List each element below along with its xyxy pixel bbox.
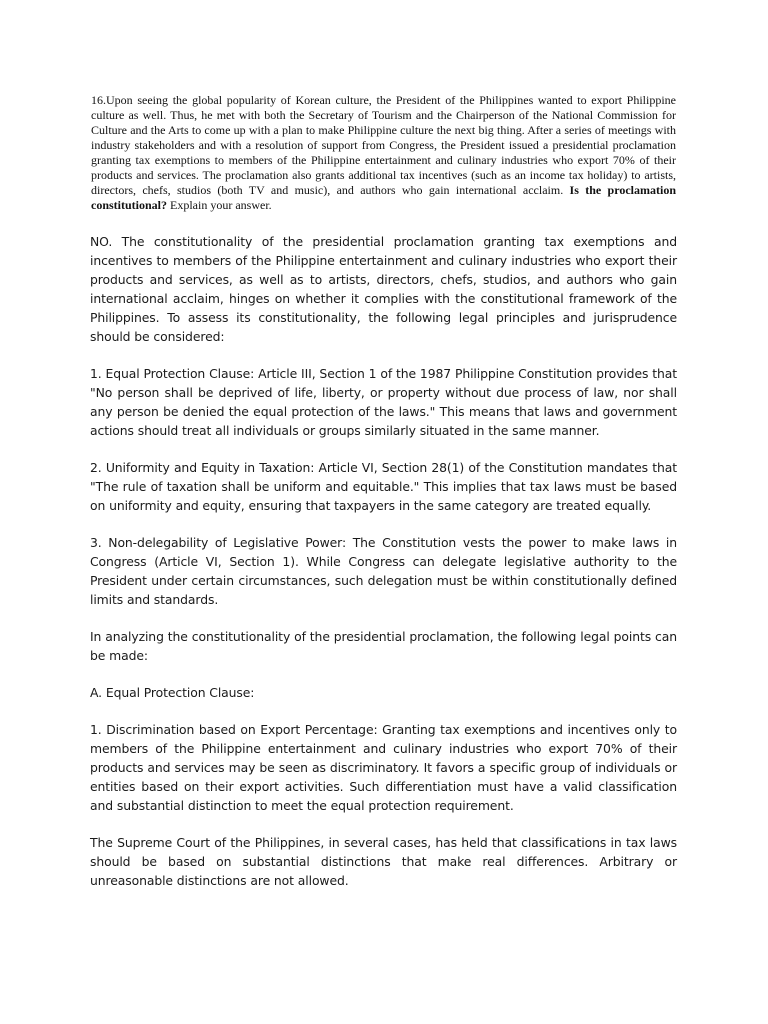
question-text: [91, 93, 676, 213]
question-bold-prompt: Is the proclamation constitutional?: [91, 183, 677, 212]
answer-paragraph-analysis-intro: In analyzing the constitutionality of the presidential proclamation, the following legal points can be made:: [90, 629, 677, 663]
answer-paragraph-intro: NO. The constitutionality of the presidential proclamation granting tax exemptions and incentives to members of the Philippine entertainment and culinary industries who export their products and services, as well as to artists, directors, chefs, studios, and authors who gain international acclaim, hinges on whether it complies with the constitutional framework of the Philippines. To assess its constitutionality, the following legal principles and jurisprudence should be considered:: [90, 234, 677, 344]
answer-paragraph-uniformity: 2. Uniformity and Equity in Taxation: Article VI, Section 28(1) of the Constitution mandates that "The rule of taxation shall be uniform and equitable." This implies that tax laws must be based on uniformity and equity, ensuring that taxpayers in the same category are treated equally.: [90, 460, 677, 513]
question-tail: Explain your answer.: [167, 198, 272, 212]
question-body: 16.Upon seeing the global popularity of Korean culture, the President of the Philippines wanted to export Philippine culture as well. Thus, he met with both the Secretary of Tourism and the Chairperson of the National Commission for Culture and the Arts to come up with a plan to make Philippine culture the next big thing. After a series of meetings with industry stakeholders and with a resolution of support from Congress, the President issued a presidential proclamation granting tax exemptions to members of the Philippine entertainment and culinary industries who export 70% of their products and services. The proclamation also grants additional tax incentives (such as an income tax holiday) to artists, directors, chefs, studios (both TV and music), and authors who gain international acclaim.: [91, 93, 676, 197]
answer-paragraph-non-delegability: 3. Non-delegability of Legislative Power: The Constitution vests the power to make laws in Congress (Article VI, Section 1). While Congress can delegate legislative authority to the President under certain circumstances, such delegation must be within constitutionally defined limits and standards.: [90, 535, 677, 607]
answer-paragraph-discrimination: 1. Discrimination based on Export Percentage: Granting tax exemptions and incentives only to members of the Philippine entertainment and culinary industries who export 70% of their products and services may be seen as discriminatory. It favors a specific group of individuals or entities based on their export activities. Such differentiation must have a valid classification and substantial distinction to meet the equal protection requirement.: [90, 722, 677, 813]
answer-paragraph-equal-protection: 1. Equal Protection Clause: Article III, Section 1 of the 1987 Philippine Constitution provides that "No person shall be deprived of life, liberty, or property without due process of law, nor shall any person be denied the equal protection of the laws." This means that laws and government actions should treat all individuals or groups similarly situated in the same manner.: [90, 366, 677, 438]
answer-paragraph-supreme-court: The Supreme Court of the Philippines, in several cases, has held that classifications in tax laws should be based on substantial distinctions that make real differences. Arbitrary or unreasonable distinctions are not allowed.: [90, 835, 677, 888]
answer-text: [90, 232, 677, 908]
answer-heading-equal-protection: A. Equal Protection Clause:: [90, 685, 255, 700]
